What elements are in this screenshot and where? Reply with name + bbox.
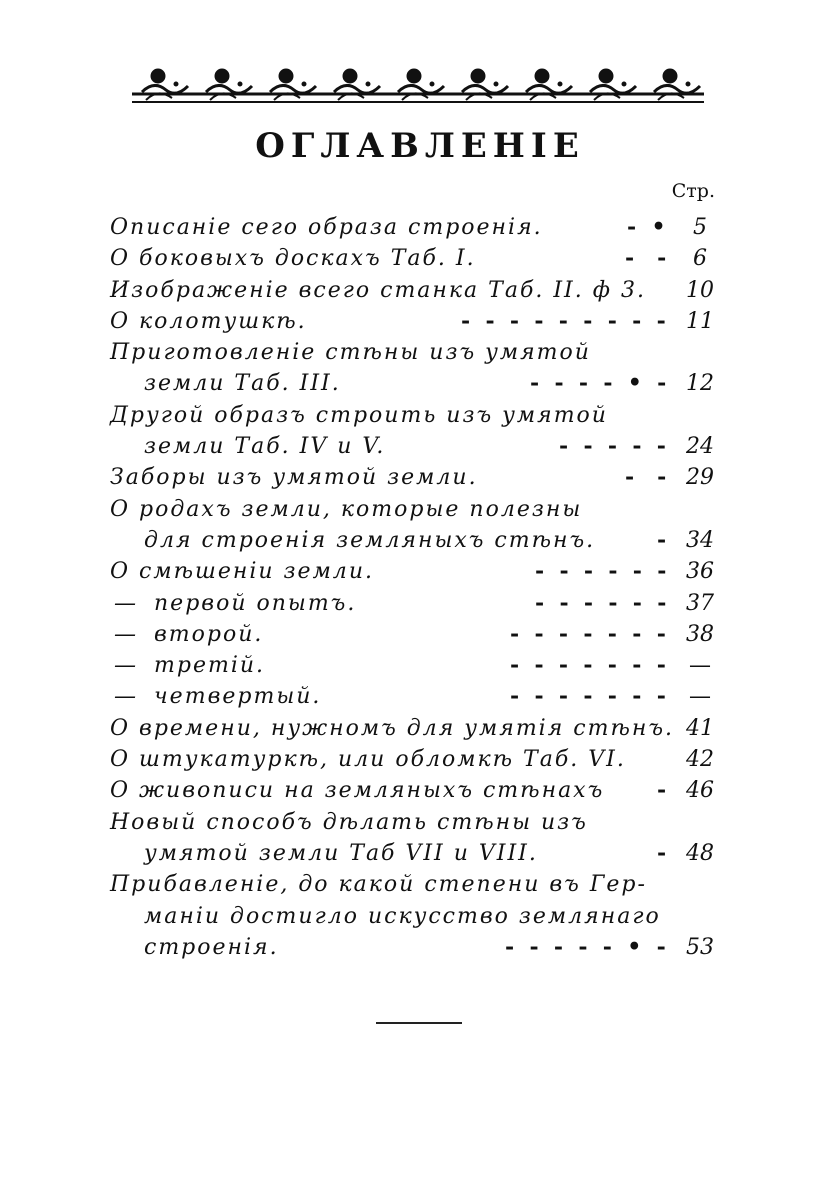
toc-entry-title: О смѣшенiи земли. xyxy=(110,559,374,585)
toc-entry-leader: - - - - - - - xyxy=(510,620,666,647)
toc-entry-title: О колотушкѣ. xyxy=(110,308,307,334)
toc-entry xyxy=(110,869,722,900)
toc-entry xyxy=(110,681,722,712)
toc-entry xyxy=(110,368,722,399)
toc-entry xyxy=(110,744,722,775)
toc-entry xyxy=(110,556,722,587)
toc-entry-leader: - • xyxy=(627,214,666,240)
toc-entry-dash: — xyxy=(114,684,136,710)
toc-entry xyxy=(110,462,722,493)
toc-entry-title: Заборы изъ умятой земли. xyxy=(110,465,478,491)
toc-entry-leader: - xyxy=(657,839,667,866)
toc-entry xyxy=(110,775,722,806)
toc-entry-page: 24 xyxy=(686,434,714,460)
toc-entry-page: 29 xyxy=(686,465,714,491)
toc-entry xyxy=(110,494,722,525)
toc-entry-title: умятой земли Таб VII и VIII. xyxy=(144,840,538,866)
toc-entry-title: второй. xyxy=(154,621,264,647)
toc-entry-page: 10 xyxy=(686,277,714,303)
floral-band-ornament xyxy=(128,62,708,110)
toc-entry-leader: - - - - - xyxy=(559,433,666,460)
toc-entry xyxy=(110,619,722,650)
toc-entry-title: О родахъ земли, которые полезны xyxy=(110,496,583,522)
toc-entry-title: Другой образъ строить изъ умятой xyxy=(110,402,608,428)
toc-entry-title: О штукатуркѣ, или обломкѣ Таб. VI. xyxy=(110,747,626,773)
toc-entry-leader: - - - - • - xyxy=(530,370,667,397)
toc-entry xyxy=(110,838,722,869)
toc-entry xyxy=(110,932,722,963)
toc-entry-title: Новый способъ дѣлать стѣны изъ xyxy=(110,809,588,835)
toc-entry-leader: - - xyxy=(625,464,667,491)
toc-entry-page: 11 xyxy=(686,308,714,334)
toc-entry xyxy=(110,650,722,681)
toc-entry xyxy=(110,243,722,274)
toc-entry xyxy=(110,337,722,368)
toc-entry-leader: - xyxy=(657,777,667,804)
toc-entry-title: Описанiе сего образа строенiя. xyxy=(110,215,543,240)
toc-entry-leader: - - - - - - - - - xyxy=(461,307,666,334)
toc-entry-title: Изображенiе всего станка Таб. II. ф 3. xyxy=(110,277,646,303)
toc-entry-title: первой опытъ. xyxy=(154,590,357,616)
toc-entry-leader: - - - - - - xyxy=(535,558,667,585)
toc-entry xyxy=(110,431,722,462)
toc-entry xyxy=(110,275,722,306)
toc-entry xyxy=(110,588,722,619)
toc-entry-leader: - xyxy=(657,526,667,553)
toc-entry-title: третiй. xyxy=(154,653,266,679)
toc-entry-page: 41 xyxy=(686,715,714,741)
toc-entry-page: 5 xyxy=(693,215,707,240)
toc-entry-page: 12 xyxy=(686,371,714,397)
toc-entry xyxy=(110,525,722,556)
toc-entry-leader: - - xyxy=(625,245,667,272)
toc-entry-page: 42 xyxy=(686,747,714,773)
toc-entry-leader: - - - - - - - xyxy=(510,683,666,710)
toc-entry-title: земли Таб. III. xyxy=(144,371,341,397)
toc-entry-page: 38 xyxy=(686,621,714,647)
toc-entry-leader: - - - - - • - xyxy=(505,933,666,960)
closing-rule xyxy=(376,1022,462,1024)
toc-entry-leader: - - - - - - xyxy=(535,589,667,616)
toc-entry-title: четвертый. xyxy=(154,684,322,710)
toc-entry-page: — xyxy=(689,653,711,679)
toc-entry-page: 48 xyxy=(686,840,714,866)
toc-entry xyxy=(110,807,722,838)
toc-entry xyxy=(110,212,722,243)
toc-entry-title: строенiя. xyxy=(144,934,279,960)
toc-entry xyxy=(110,713,722,744)
toc-entry-dash: — xyxy=(114,653,136,679)
toc-entry-dash: — xyxy=(114,590,136,616)
toc-entry xyxy=(110,400,722,431)
toc-entry-title: Приготовленiе стѣны изъ умятой xyxy=(110,340,591,366)
toc-entry-page: 37 xyxy=(686,590,714,616)
toc-entry-page: — xyxy=(689,684,711,710)
page-column-header: Стр. xyxy=(671,180,715,202)
toc-entry-title: О времени, нужномъ для умятiя стѣнъ. xyxy=(110,715,675,741)
toc-entry-page: 6 xyxy=(693,246,707,272)
toc-entry xyxy=(110,901,722,932)
toc-entry-title: манiи достигло искусство землянаго xyxy=(144,903,661,929)
toc-entry-page: 34 xyxy=(686,527,714,553)
toc-entry-title: Прибавленiе, до какой степени въ Гер- xyxy=(110,872,647,898)
table-of-contents xyxy=(110,212,722,963)
toc-entry-title: земли Таб. IV и V. xyxy=(144,434,386,460)
toc-entry-title: О боковыхъ доскахъ Таб. I. xyxy=(110,246,476,272)
page-title: ОГЛАВЛЕНIЕ xyxy=(255,126,585,166)
toc-entry xyxy=(110,306,722,337)
toc-entry-page: 53 xyxy=(686,934,714,960)
toc-entry-dash: — xyxy=(114,621,136,647)
toc-entry-page: 46 xyxy=(686,778,714,804)
toc-entry-title: для строенiя земляныхъ стѣнъ. xyxy=(144,527,596,553)
toc-entry-title: О живописи на земляныхъ стѣнахъ xyxy=(110,778,605,804)
toc-entry-page: 36 xyxy=(686,559,714,585)
toc-entry-leader: - - - - - - - xyxy=(510,652,666,679)
